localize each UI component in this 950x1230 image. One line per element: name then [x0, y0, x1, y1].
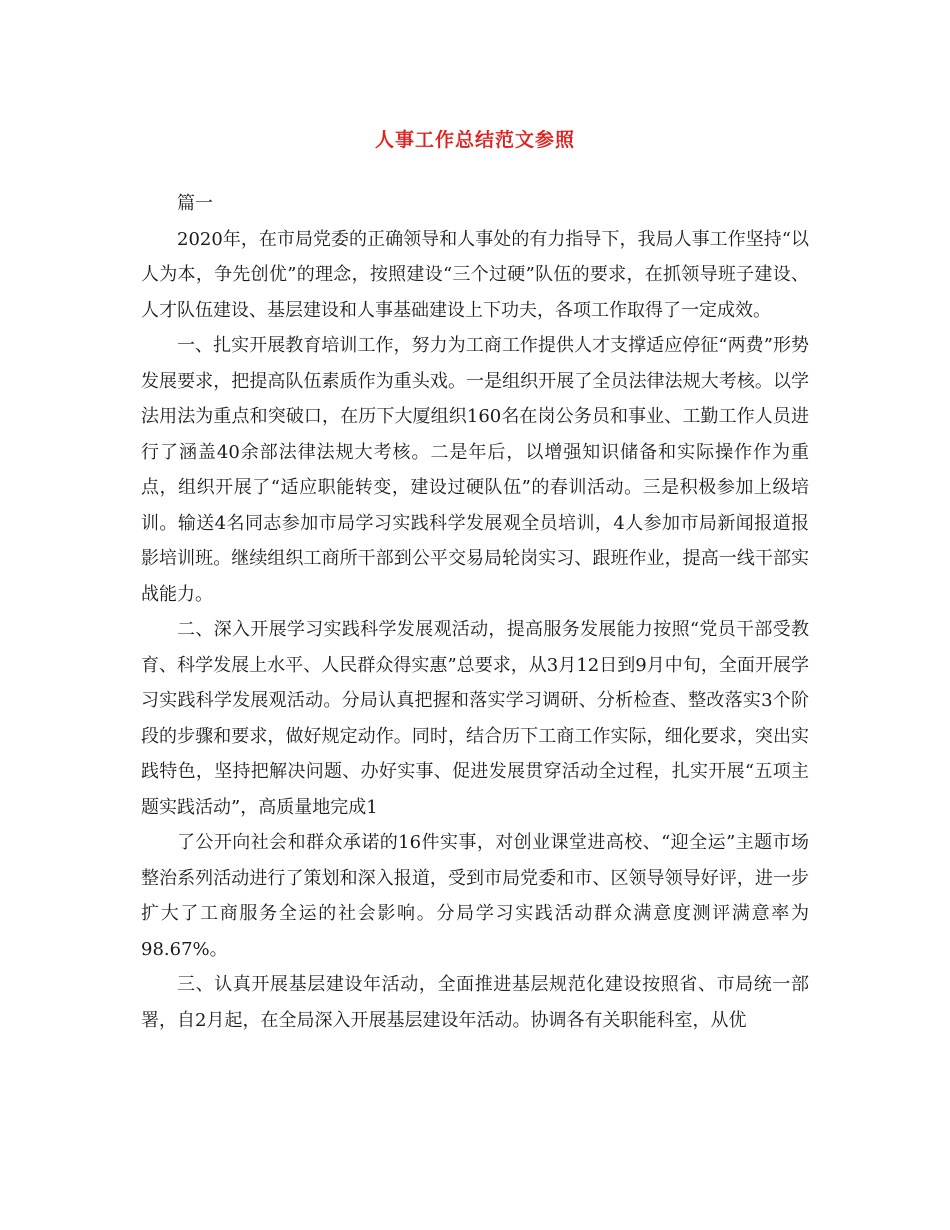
- paragraph-intro: 2020年，在市局党委的正确领导和人事处的有力指导下，我局人事工作坚持“以人为本，争先创优”的理念，按照建设“三个过硬”队伍的要求，在抓领导班子建设、人才队伍建设、基层建设和人事基础建设上下功夫，各项工作取得了一定成效。: [141, 228, 809, 321]
- document-title: 人事工作总结范文参照: [374, 129, 575, 151]
- document-body: [141, 186, 809, 1038]
- paragraph-section-2-continued: 了公开向社会和群众承诺的16件实事，对创业课堂进高校、“迎全运”主题市场整治系列活动进行了策划和深入报道，受到市局党委和市、区领导领导好评，进一步扩大了工商服务全运的社会影响。分局学习实践活动群众满意度测评满意率为98.67%。: [141, 832, 809, 960]
- paragraph-section-3: 三、认真开展基层建设年活动，全面推进基层规范化建设按照省、市局统一部署，自2月起，在全局深入开展基层建设年活动。协调各有关职能科室，从优: [141, 974, 809, 1031]
- paragraph-section-1: 一、扎实开展教育培训工作，努力为工商工作提供人才支撑适应停征“两费”形势发展要求，把提高队伍素质作为重头戏。一是组织开展了全员法律法规大考核。以学法用法为重点和突破口，在历下大厦组织160名在岗公务员和事业、工勤工作人员进行了涵盖40余部法律法规大考核。二是年后，以增强知识储备和实际操作作为重点，组织开展了“适应职能转变，建设过硬队伍”的春训活动。三是积极参加上级培训。输送4名同志参加市局学习实践科学发展观全员培训，4人参加市局新闻报道报影培训班。继续组织工商所干部到公平交易局轮岗实习、跟班作业，提高一线干部实战能力。: [141, 335, 809, 605]
- paragraph-section-2: 二、深入开展学习实践科学发展观活动，提高服务发展能力按照“党员干部受教育、科学发展上水平、人民群众得实惠”总要求，从3月12日到9月中旬，全面开展学习实践科学发展观活动。分局认真把握和落实学习调研、分析检查、整改落实3个阶段的步骤和要求，做好规定动作。同时，结合历下工商工作实际，细化要求，突出实践特色，坚持把解决问题、办好实事、促进发展贯穿活动全过程，扎实开展“五项主题实践活动”，高质量地完成1: [141, 619, 809, 818]
- section-heading: 篇一: [177, 193, 213, 214]
